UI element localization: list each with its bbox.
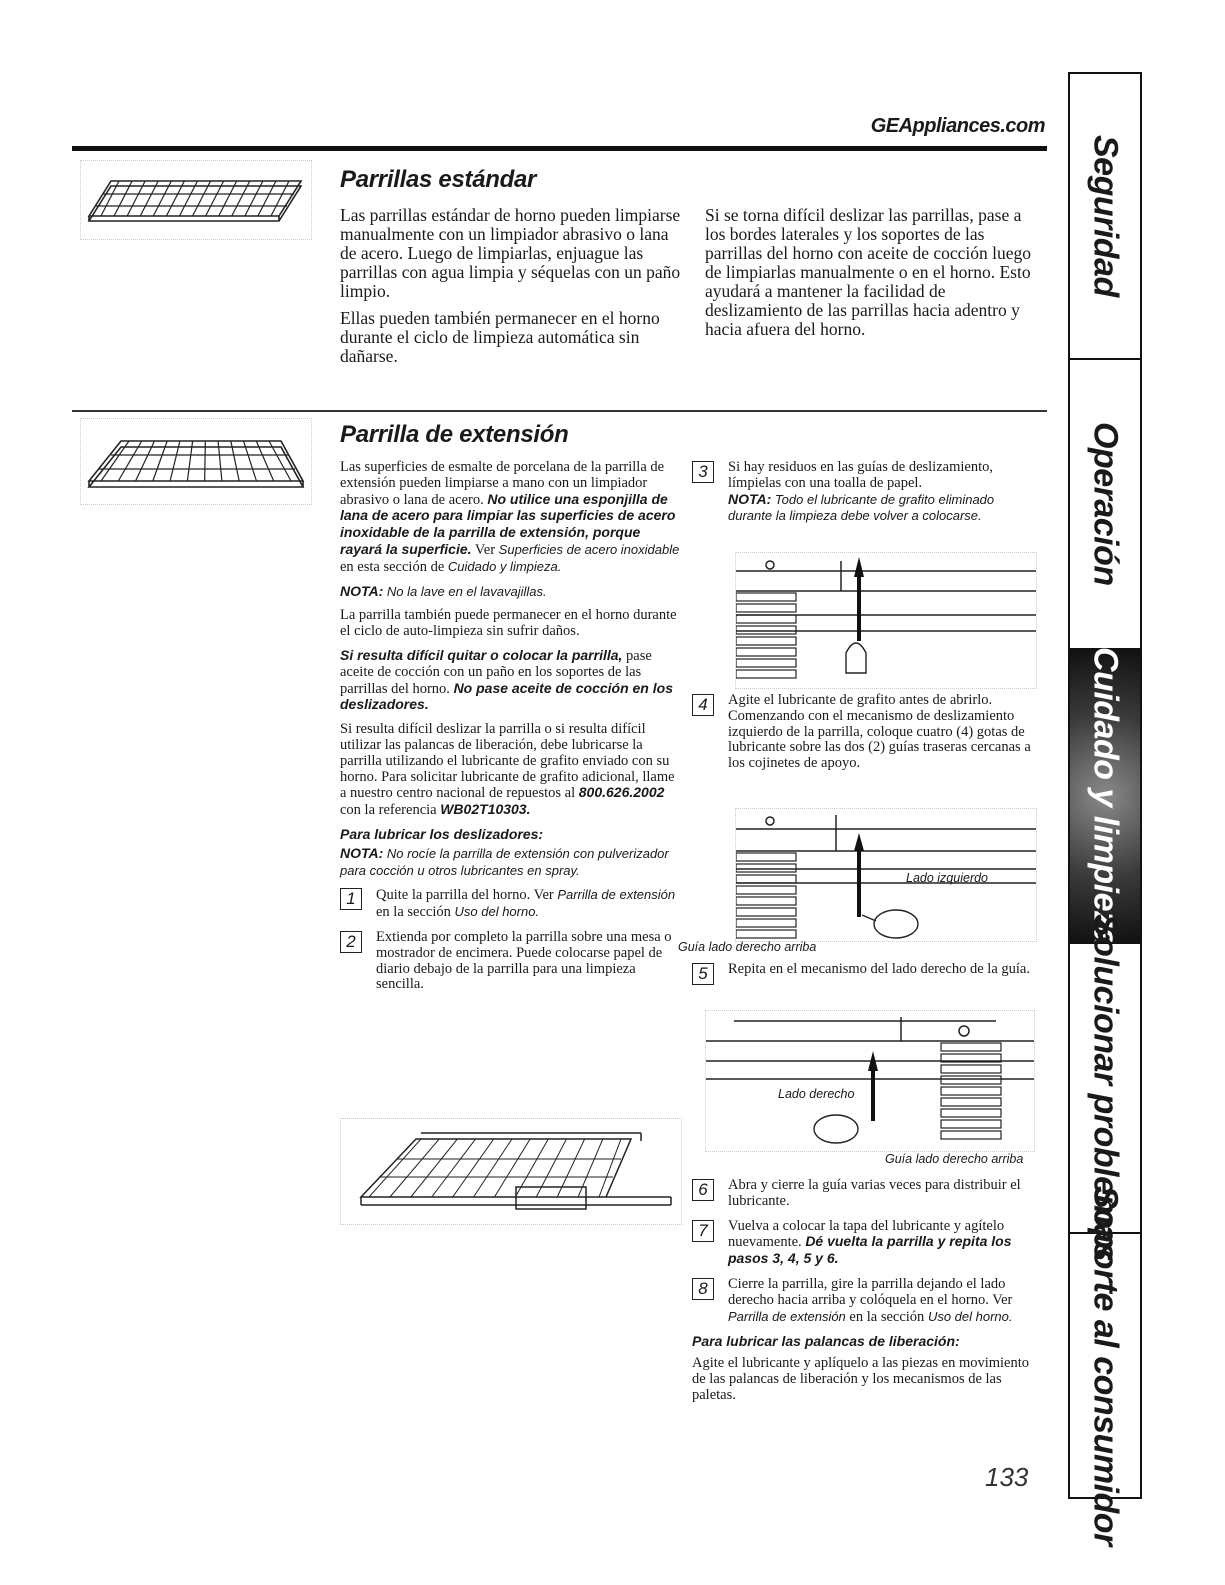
step-number: 8 xyxy=(692,1278,714,1300)
standard-racks-col1 xyxy=(340,206,685,374)
text: en la sección xyxy=(376,904,451,921)
section-rule xyxy=(72,410,1047,412)
note-spray xyxy=(340,846,680,880)
reference-link[interactable]: Uso del horno. xyxy=(927,1308,1013,1324)
fig-caption: Guía lado derecho arriba xyxy=(885,1152,1024,1166)
tab-label: Cuidado y limpieza xyxy=(1086,646,1125,946)
step-1 xyxy=(340,887,680,921)
text: Extienda por completo la parrilla sobre una mesa o mostrador de encimera. Puede colocarse papel de diario debajo de la parrilla para una limpieza sencilla. xyxy=(376,928,672,993)
subheading-slides: Para lubricar los deslizadores: xyxy=(340,825,544,842)
text: Las superficies de esmalte de porcelana de la parrilla de extensión pueden limpiarse a mano con un limpiador abrasivo o lana de acero. xyxy=(340,459,665,508)
step-number: 4 xyxy=(692,694,714,716)
fig-caption: Guía lado derecho arriba xyxy=(678,940,817,954)
step-number: 2 xyxy=(340,931,362,953)
paragraph: La parrilla también puede permanecer en el horno durante el ciclo de auto-limpieza sin sufrir daños. xyxy=(340,607,677,640)
note-label: NOTA: xyxy=(728,490,772,507)
step-number: 6 xyxy=(692,1179,714,1201)
tab-soporte-al-consumidor[interactable] xyxy=(1070,1185,1140,1546)
text: Si resulta difícil deslizar la parrilla o si resulta difícil utilizar las palancas de liberación, debe lubricarse la parrilla utilizando el lubricante de grafito enviado con su horno. Para solicitar lubricante de grafito adicional, llame a nuestro centro nacional de repuestos al xyxy=(340,721,675,802)
subheading-release-levers: Para lubricar las palancas de liberación: xyxy=(692,1333,960,1350)
step-6 xyxy=(692,1178,1037,1210)
extension-rack-image xyxy=(80,418,312,505)
text-bold: No pase aceite de cocción en los deslizadores. xyxy=(340,679,673,713)
step-4 xyxy=(692,693,1037,772)
tab-seguridad[interactable] xyxy=(1070,74,1140,358)
note-dishwasher xyxy=(340,584,680,601)
page-number: 133 xyxy=(985,1462,1029,1492)
text: Quite la parrilla del horno. Ver xyxy=(376,887,554,904)
tab-operacion[interactable] xyxy=(1070,358,1140,648)
header-rule xyxy=(72,146,1047,151)
paragraph: Las parrillas estándar de horno pueden limpiarse manualmente con un limpiador abrasivo o lana de acero. Luego de limpiarlas, enjuague las parrillas con agua limpia y séquelas con un paño limpio. xyxy=(340,205,681,301)
text: Si hay residuos en las guías de deslizamiento, límpielas con una toalla de papel. xyxy=(728,459,993,491)
step-number: 7 xyxy=(692,1220,714,1242)
text-bold: Si resulta difícil quitar o colocar la parrilla, xyxy=(340,646,623,663)
reference-link[interactable]: Cuidado y limpieza. xyxy=(447,558,562,574)
section-title-standard-racks: Parrillas estándar xyxy=(340,166,537,193)
text: pase aceite de cocción con un paño en los soportes de las parrillas del horno. xyxy=(340,647,652,697)
standard-racks-col2 xyxy=(705,206,1045,347)
note-label: NOTA: xyxy=(340,844,384,861)
slide-guide-image xyxy=(735,552,1037,689)
reference-link[interactable]: Parrilla de extensión xyxy=(728,1308,846,1324)
right-side-lubrication-image xyxy=(705,1010,1035,1152)
left-side-lubrication-image xyxy=(735,808,1037,942)
note-text: No rocíe la parrilla de extensión con pulverizador para cocción u otros lubricantes en spray. xyxy=(340,845,669,878)
step-3 xyxy=(692,460,1037,525)
step-5 xyxy=(692,962,1037,985)
site-url: GEAppliances.com xyxy=(870,115,1045,137)
reference-link[interactable]: Uso del horno. xyxy=(454,904,540,920)
step-8 xyxy=(692,1277,1037,1325)
text: Ver xyxy=(474,541,496,558)
extended-rack-image xyxy=(340,1118,682,1225)
text: Cierre la parrilla, gire la parrilla dejando el lado derecho hacia arriba y colóquela en el horno. Ver xyxy=(728,1275,1013,1308)
standard-rack-image xyxy=(80,160,312,240)
paragraph-care xyxy=(340,460,680,576)
paragraph-difficult xyxy=(340,648,680,714)
step-number: 1 xyxy=(340,888,362,910)
paragraph: Agite el lubricante y aplíquelo a las piezas en movimiento de las palancas de liberación y los mecanismos de las paletas. xyxy=(692,1355,1030,1403)
text: Vuelva a colocar la tapa del lubricante y agítelo nuevamente. xyxy=(728,1217,1005,1251)
text: Abra y cierre la guía varias veces para distribuir el lubricante. xyxy=(728,1177,1021,1209)
tab-label: Solucionar problemas xyxy=(1086,914,1125,1262)
text-bold: Dé vuelta la parrilla y repita los pasos 3, 4, 5 y 6. xyxy=(728,1233,1012,1267)
note-text: Todo el lubricante de grafito eliminado durante la limpieza debe volver a colocarse. xyxy=(728,491,995,524)
left-side-label: Lado izquierdo xyxy=(906,871,989,885)
phone-number: 800.626.2002 xyxy=(578,784,665,801)
extension-rack-col2 xyxy=(692,460,1037,534)
text: Agite el lubricante de grafito antes de abrirlo. Comenzando con el mecanismo de deslizamiento izquierdo de la parrilla, coloque cuatro (4) gotas de lubricante sobre las dos (2) guías traseras cercanas a los cojinetes de apoyo. xyxy=(728,692,1031,772)
reference-link[interactable]: Parrilla de extensión xyxy=(557,887,676,903)
extension-rack-col1 xyxy=(340,460,680,1002)
part-number: WB02T10303. xyxy=(440,801,531,818)
tab-label: Operación xyxy=(1086,422,1125,586)
step-number: 5 xyxy=(692,963,714,985)
step-5-block xyxy=(692,962,1037,994)
step-7 xyxy=(692,1219,1037,1268)
warning-text: No utilice una esponjilla de lana de acero para limpiar las superficies de acero inoxidable de la parrilla de extensión, porque rayará la superficie. xyxy=(340,490,676,557)
step-number: 3 xyxy=(692,461,714,483)
text: en esta sección de xyxy=(340,558,445,575)
text: en la sección xyxy=(849,1308,925,1325)
note-label: NOTA: xyxy=(340,582,384,599)
steps-6-8-block xyxy=(692,1178,1037,1412)
right-side-label: Lado derecho xyxy=(778,1087,855,1101)
text: con la referencia xyxy=(340,802,437,819)
section-tabs xyxy=(1068,72,1142,1546)
note-text: No la lave en el lavavajillas. xyxy=(386,583,547,599)
step-2 xyxy=(340,930,680,993)
tab-label: Soporte al consumidor xyxy=(1086,1185,1125,1546)
reference-link[interactable]: Superficies de acero inoxidable xyxy=(498,541,680,557)
paragraph: Ellas pueden también permanecer en el horno durante el ciclo de limpieza automática sin dañarse. xyxy=(340,308,660,366)
tab-cuidado-y-limpieza[interactable] xyxy=(1070,646,1140,946)
step-4-block xyxy=(692,693,1037,781)
section-title-extension-rack: Parrilla de extensión xyxy=(340,421,569,448)
paragraph-lubricant xyxy=(340,722,680,819)
tab-label: Seguridad xyxy=(1086,135,1125,297)
text: Repita en el mecanismo del lado derecho de la guía. xyxy=(728,961,1030,977)
paragraph: Si se torna difícil deslizar las parrillas, pase a los bordes laterales y los soportes de las parrillas del horno con aceite de cocción luego de limpiarlas manualmente o en el horno. Esto ayudará a mantener la facilidad de deslizamiento de las parrillas hacia adentro y hacia afuera del horno. xyxy=(705,205,1032,339)
